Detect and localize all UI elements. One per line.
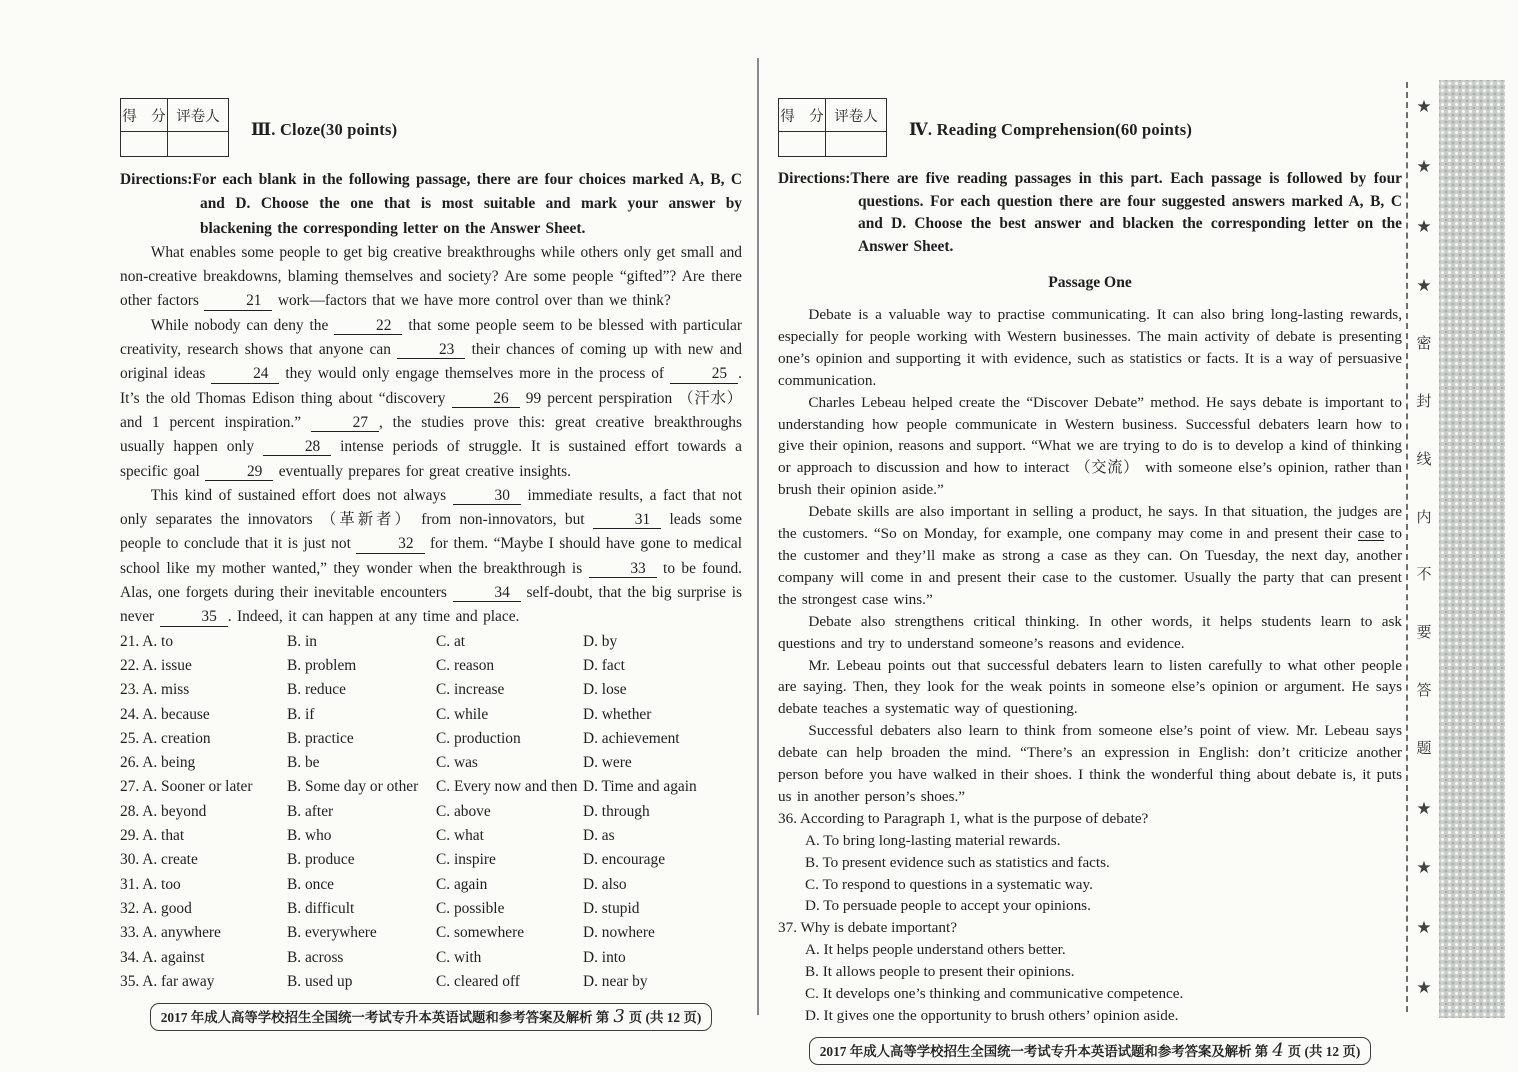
option-d-q33: D. nowhere — [583, 924, 655, 942]
option-c-q21: C. at — [436, 632, 466, 650]
option-b-q35: B. used up — [287, 972, 353, 990]
seal-char: 封 — [1416, 393, 1432, 410]
cloze-blank-25: 25 — [670, 366, 738, 383]
cloze-option-row-23 — [120, 678, 742, 702]
cloze-blank-33: 33 — [589, 561, 657, 578]
option-a-q30: 30. A. create — [120, 851, 198, 869]
question-37 — [778, 917, 1402, 1027]
option-a-q21: 21. A. to — [120, 632, 174, 650]
option-c-q34: C. with — [436, 948, 482, 966]
option-d-q28: D. through — [583, 802, 650, 820]
passage-one-title: Passage One — [1048, 274, 1132, 291]
option-c-q27: C. Every now and then — [436, 778, 578, 796]
cloze-blank-31: 31 — [593, 512, 661, 529]
cloze-option-row-34 — [120, 946, 742, 970]
cloze-blank-34: 34 — [453, 585, 521, 602]
cloze-option-row-25 — [120, 727, 742, 751]
cloze-blank-28: 28 — [263, 439, 331, 456]
star-icon: ★ — [1416, 156, 1432, 176]
cloze-options-grid — [120, 630, 742, 994]
option-b-q22: B. problem — [287, 656, 357, 674]
option-b-q26: B. be — [287, 754, 320, 772]
star-icon: ★ — [1416, 918, 1432, 938]
option-c-q28: C. above — [436, 802, 491, 820]
option-d-q29: D. as — [583, 827, 615, 845]
cloze-option-row-35 — [120, 970, 742, 994]
cloze-blank-26: 26 — [452, 391, 520, 408]
option-a-q33: 33. A. anywhere — [120, 924, 221, 942]
option-b-q29: B. who — [287, 827, 332, 845]
footer-page-number: 4 — [1272, 1039, 1284, 1061]
directions-text: For each blank in the following passage, there are four choices marked A, B, C and D. Choose the one that is most suitable and mark your answer by blackening the corresponding letter on the Answer Sheet. — [192, 171, 742, 237]
cloze-paragraph: This kind of sustained effort does not always 30 immediate results, a fact that not only separates the innovators （革新者） from non-innovators, but 31 leads some people to conclude that it is just not 32 for them. “Maybe I should have gone to medical school like my mother wanted,” they wonder when the breakthrough is 33 to be found. Alas, one forgets during their inevitable encounters 34 self-doubt, that the big surprise is never 35 . Indeed, it can happen at any time and place. — [120, 486, 742, 626]
option-b-q21: B. in — [287, 632, 317, 650]
star-icon: ★ — [1416, 977, 1432, 997]
cloze-blank-30: 30 — [453, 488, 521, 505]
option-c-q32: C. possible — [436, 899, 505, 917]
footer-title: 2017 年成人高等学校招生全国统一考试专升本英语试题和参考答案及解析 — [819, 1043, 1252, 1059]
reading-paragraph: Mr. Lebeau points out that successful debaters learn to listen carefully to what other people are saying. Then, they look for the weak points in someone else’s opinion or argument. He says debate teaches a systematic way of questioning. — [778, 656, 1402, 718]
option-a-q31: 31. A. too — [120, 875, 181, 893]
seal-char: 要 — [1416, 625, 1432, 642]
seal-halftone-band — [1439, 80, 1505, 1018]
right-footer — [778, 1037, 1402, 1065]
star-icon: ★ — [1416, 858, 1432, 878]
grader-cell-empty — [168, 132, 229, 157]
footer-title: 2017 年成人高等学校招生全国统一考试专升本英语试题和参考答案及解析 — [160, 1010, 593, 1026]
option-c-q30: C. inspire — [436, 851, 496, 869]
seal-line-strip — [1406, 82, 1442, 1012]
star-icon: ★ — [1416, 798, 1432, 818]
option-b-q23: B. reduce — [287, 681, 346, 699]
question-choice-d: D. It gives one the opportunity to brush others’ opinion aside. — [805, 1007, 1179, 1024]
cloze-option-row-29 — [120, 824, 742, 848]
section-title-cloze: Ⅲ. Cloze(30 points) — [251, 120, 398, 139]
option-d-q30: D. encourage — [583, 851, 666, 869]
option-a-q24: 24. A. because — [120, 705, 210, 723]
score-label: 得 分 — [779, 99, 826, 132]
cloze-option-row-31 — [120, 873, 742, 897]
option-c-q35: C. cleared off — [436, 972, 520, 990]
option-b-q31: B. once — [287, 875, 335, 893]
left-footer — [120, 1003, 742, 1031]
option-d-q23: D. lose — [583, 681, 627, 699]
footer-page-number: 3 — [613, 1006, 625, 1028]
cloze-blank-24: 24 — [211, 366, 279, 383]
option-c-q26: C. was — [436, 754, 478, 772]
option-b-q28: B. after — [287, 802, 334, 820]
option-d-q25: D. achievement — [583, 729, 680, 747]
option-d-q21: D. by — [583, 632, 618, 650]
grader-label: 评卷人 — [168, 99, 229, 132]
option-b-q30: B. produce — [287, 851, 355, 869]
question-36 — [778, 808, 1402, 918]
question-choice-b: B. It allows people to present their opinions. — [805, 963, 1075, 981]
option-b-q25: B. practice — [287, 729, 354, 747]
option-c-q31: C. again — [436, 875, 488, 893]
question-choice-c: C. It develops one’s thinking and communicative competence. — [805, 985, 1184, 1003]
left-footer-box — [150, 1003, 713, 1031]
star-icon: ★ — [1416, 97, 1432, 116]
cloze-paragraph: While nobody can deny the 22 that some people seem to be blessed with particular creativity, research shows that anyone can 23 their chances of coming up with new and original ideas 24 they would only engage themselves more in the process of 25 . It’s the old Thomas Edison thing about “discovery 26 99 percent perspiration （汗水） and 1 percent inspiration.” 27 , the studies prove this: great creative breakthroughs usually happen only 28 intense periods of struggle. It is sustained effort towards a specific goal 29 eventually prepares for great creative insights. — [120, 316, 742, 480]
cloze-passage — [120, 241, 742, 630]
option-a-q34: 34. A. against — [120, 948, 205, 966]
question-choice-a: A. It helps people understand others better. — [805, 941, 1066, 959]
question-stem: 37. Why is debate important? — [778, 919, 957, 937]
directions-text: There are five reading passages in this part. Each passage is followed by four questions. For each question there are four suggested answers marked A, B, C and D. Choose the best answer and blacken the corresponding letter on the Answer Sheet. — [850, 170, 1402, 255]
option-a-q23: 23. A. miss — [120, 681, 190, 699]
option-d-q24: D. whether — [583, 705, 652, 723]
option-d-q22: D. fact — [583, 656, 625, 674]
reading-directions — [778, 168, 1402, 258]
cloze-option-row-30 — [120, 848, 742, 872]
score-label: 得 分 — [121, 99, 168, 132]
option-b-q27: B. Some day or other — [287, 778, 419, 796]
cloze-blank-23: 23 — [397, 342, 465, 359]
option-c-q25: C. production — [436, 729, 521, 747]
right-section-header — [778, 98, 1402, 158]
footer-page-prefix: 第 — [1254, 1043, 1269, 1059]
footer-page-suffix: 页 (共 12 页) — [1287, 1043, 1361, 1059]
option-c-q29: C. what — [436, 827, 484, 845]
option-a-q22: 22. A. issue — [120, 656, 192, 674]
cloze-option-row-27 — [120, 775, 742, 799]
option-a-q29: 29. A. that — [120, 827, 185, 845]
option-c-q22: C. reason — [436, 656, 495, 674]
option-c-q23: C. increase — [436, 681, 505, 699]
option-d-q31: D. also — [583, 875, 627, 893]
left-section-header — [120, 98, 742, 158]
star-icon: ★ — [1416, 216, 1432, 236]
cloze-blank-32: 32 — [356, 536, 424, 553]
question-choice-d: D. To persuade people to accept your opinions. — [805, 897, 1091, 915]
option-d-q34: D. into — [583, 948, 626, 966]
footer-page-suffix: 页 (共 12 页) — [628, 1010, 702, 1026]
star-icon: ★ — [1416, 276, 1432, 296]
option-c-q33: C. somewhere — [436, 924, 525, 942]
cloze-blank-27: 27 — [311, 415, 379, 432]
option-a-q27: 27. A. Sooner or later — [120, 778, 253, 796]
option-a-q35: 35. A. far away — [120, 972, 215, 990]
option-d-q35: D. near by — [583, 972, 648, 990]
directions-label: Directions: — [778, 170, 851, 187]
option-a-q32: 32. A. good — [120, 899, 192, 917]
cloze-option-row-21 — [120, 630, 742, 654]
cloze-option-row-26 — [120, 751, 742, 775]
right-page — [778, 98, 1402, 1065]
score-cell-empty — [779, 132, 826, 157]
question-choice-a: A. To bring long-lasting material rewards. — [805, 831, 1061, 849]
cloze-paragraph: What enables some people to get big creative breakthroughs while others only get small and non-creative breakdowns, blaming themselves and society? Are some people “gifted”? Are there other factors 21 work—factors that we have more control over than we think? — [120, 243, 742, 310]
reading-paragraph: Charles Lebeau helped create the “Discover Debate” method. He says debate is important to understanding how people communicate in Western business. Successful debaters learn how to give their opinion, reasons and support. “What we are trying to do is to develop a kind of thinking or approach to discussion and how to interact （交流） with someone else’s opinion, rather than brush their opinion aside.” — [778, 393, 1402, 499]
seal-char: 线 — [1416, 451, 1432, 468]
right-footer-box — [809, 1037, 1372, 1065]
option-a-q28: 28. A. beyond — [120, 802, 207, 820]
score-box — [120, 98, 229, 157]
cloze-blank-22: 22 — [334, 318, 402, 335]
option-d-q32: D. stupid — [583, 899, 640, 917]
option-b-q32: B. difficult — [287, 899, 355, 917]
option-b-q24: B. if — [287, 705, 315, 723]
cloze-blank-29: 29 — [205, 464, 273, 481]
option-b-q33: B. everywhere — [287, 924, 377, 942]
grader-cell-empty — [826, 132, 887, 157]
seal-char: 不 — [1416, 567, 1432, 584]
reading-paragraph: Debate skills are also important in selling a product, he says. In that situation, the judges are the customers. “So on Monday, for example, one company may come in and present their case to the customer and they’ll make as strong a case as they can. On Tuesday, the next day, another company will come in and present their case to the customer. Usually the party that can present the strongest case wins.” — [778, 503, 1402, 608]
cloze-option-row-24 — [120, 703, 742, 727]
cloze-blank-21: 21 — [204, 293, 272, 310]
option-d-q27: D. Time and again — [583, 778, 697, 796]
score-cell-empty — [121, 132, 168, 157]
underlined-word: case — [1358, 525, 1385, 543]
option-a-q25: 25. A. creation — [120, 729, 211, 747]
reading-paragraph: Successful debaters also learn to think from someone else’s point of view. Mr. Lebeau says debate can help broaden the mind. “There’s an expression in English: don’t criticize another person before you have walked in their shoes. I think the wonderful thing about debate is, it puts us in another person’s shoes.” — [778, 722, 1402, 805]
reading-questions — [778, 808, 1402, 1027]
option-a-q26: 26. A. being — [120, 754, 196, 772]
question-choice-b: B. To present evidence such as statistics and facts. — [805, 853, 1110, 871]
option-b-q34: B. across — [287, 948, 344, 966]
cloze-option-row-32 — [120, 897, 742, 921]
seal-char: 内 — [1416, 509, 1432, 526]
reading-passage — [778, 304, 1402, 808]
directions-label: Directions: — [120, 171, 193, 188]
option-c-q24: C. while — [436, 705, 489, 723]
question-stem: 36. According to Paragraph 1, what is the purpose of debate? — [778, 809, 1149, 827]
cloze-option-row-33 — [120, 921, 742, 945]
seal-char: 题 — [1416, 740, 1432, 757]
seal-char: 答 — [1416, 682, 1432, 699]
footer-page-prefix: 第 — [595, 1010, 610, 1026]
page-fold-line — [757, 58, 759, 1015]
cloze-option-row-28 — [120, 800, 742, 824]
section-title-reading: Ⅳ. Reading Comprehension(60 points) — [909, 120, 1193, 139]
left-page — [120, 98, 742, 1031]
cloze-option-row-22 — [120, 654, 742, 678]
score-box — [778, 98, 887, 157]
question-choice-c: C. To respond to questions in a systematic way. — [805, 875, 1093, 893]
reading-paragraph: Debate also strengthens critical thinking. In other words, it helps students learn to ask questions and try to understand someone’s reasons and evidence. — [778, 612, 1402, 652]
reading-paragraph: Debate is a valuable way to practise communicating. It can also bring long-lasting rewards, especially for people working with Western businesses. The main activity of debate is presenting one’s opinion and supporting it with evidence, such as statistics or facts. It is a way of persuasive communication. — [778, 306, 1402, 389]
cloze-directions — [120, 168, 742, 241]
cloze-blank-35: 35 — [160, 609, 228, 626]
grader-label: 评卷人 — [826, 99, 887, 132]
option-d-q26: D. were — [583, 754, 632, 772]
seal-char: 密 — [1416, 336, 1432, 353]
